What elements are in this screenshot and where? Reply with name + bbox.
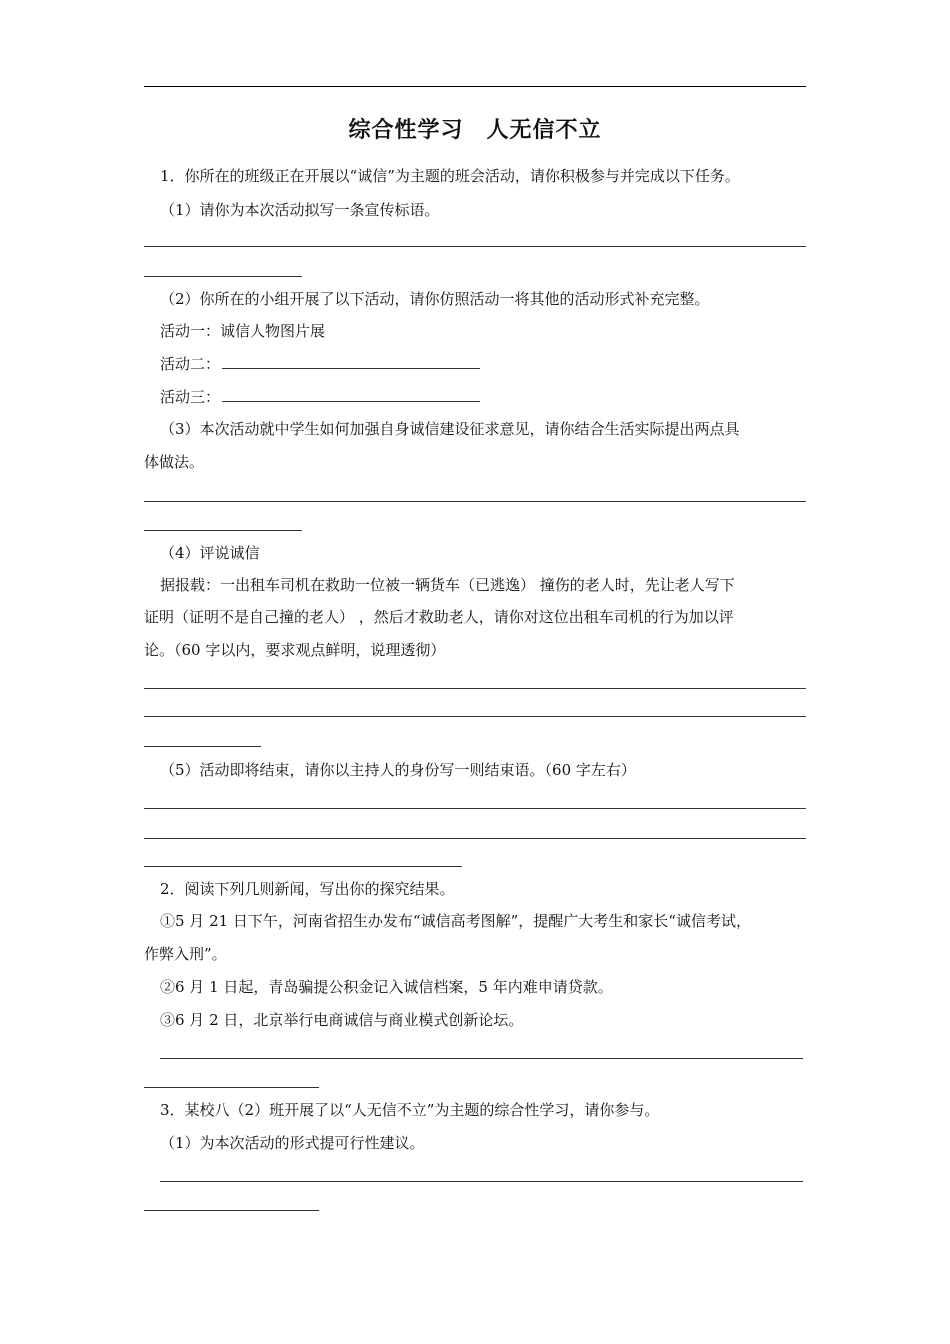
q3-stem: 3．某校八（2）班开展了以“人无信不立”为主题的综合性学习，请你参与。 — [160, 1101, 660, 1119]
answer-line[interactable] — [144, 746, 261, 747]
q1-part3-line2: 体做法。 — [144, 453, 205, 471]
answer-line[interactable] — [160, 1058, 803, 1059]
news-1-line2: 作弊入刑”。 — [144, 945, 227, 963]
q3-part1: （1）为本次活动的形式提可行性建议。 — [160, 1134, 425, 1152]
q1-part4: （4）评说诚信 — [160, 544, 260, 562]
q1-part3-line1: （3）本次活动就中学生如何加强自身诚信建设征求意见，请你结合生活实际提出两点具 — [160, 420, 740, 438]
answer-line[interactable] — [144, 501, 806, 502]
answer-line[interactable] — [144, 246, 806, 247]
page-title: 综合性学习 人无信不立 — [348, 118, 602, 143]
answer-line[interactable] — [144, 1087, 319, 1088]
activity-3-label: 活动三： — [160, 388, 221, 406]
news-3: ③6 月 2 日，北京举行电商诚信与商业模式创新论坛。 — [160, 1011, 524, 1029]
answer-line[interactable] — [144, 838, 806, 839]
q2-stem: 2．阅读下列几则新闻，写出你的探究结果。 — [160, 880, 455, 898]
answer-line[interactable] — [144, 866, 462, 867]
answer-line[interactable] — [144, 688, 806, 689]
q1-part4-line1: 据报载：一出租车司机在救助一位被一辆货车（已逃逸） 撞伤的老人时，先让老人写下 — [160, 576, 735, 594]
q1-part2: （2）你所在的小组开展了以下活动，请你仿照活动一将其他的活动形式补充完整。 — [160, 290, 710, 308]
activity-3-blank[interactable] — [222, 387, 480, 402]
q1-part1: （1）请你为本次活动拟写一条宣传标语。 — [160, 201, 440, 219]
q1-stem: 1．你所在的班级正在开展以“诚信”为主题的班会活动，请你积极参与并完成以下任务。 — [160, 167, 740, 185]
activity-1: 活动一：诚信人物图片展 — [160, 322, 326, 340]
answer-line[interactable] — [144, 530, 302, 531]
q1-part4-line2: 证明（证明不是自己撞的老人） ，然后才救助老人，请你对这位出租车司机的行为加以评 — [144, 608, 734, 626]
activity-2-blank[interactable] — [222, 354, 480, 369]
q1-part4-line3: 论。（60 字以内，要求观点鲜明，说理透彻） — [144, 641, 446, 659]
answer-line[interactable] — [144, 1210, 319, 1211]
q1-part5: （5）活动即将结束，请你以主持人的身份写一则结束语。（60 字左右） — [160, 761, 636, 779]
answer-line[interactable] — [144, 716, 806, 717]
news-1-line1: ①5 月 21 日下午，河南省招生办发布“诚信高考图解”，提醒广大考生和家长“诚信考试， — [160, 912, 751, 930]
activity-2-row — [160, 354, 480, 374]
answer-line[interactable] — [160, 1181, 803, 1182]
news-2: ②6 月 1 日起，青岛骗提公积金记入诚信档案，5 年内难申请贷款。 — [160, 978, 613, 996]
activity-2-label: 活动二： — [160, 355, 221, 373]
header-rule — [144, 86, 806, 87]
activity-3-row — [160, 387, 480, 407]
answer-line[interactable] — [144, 808, 806, 809]
answer-line[interactable] — [144, 276, 302, 277]
